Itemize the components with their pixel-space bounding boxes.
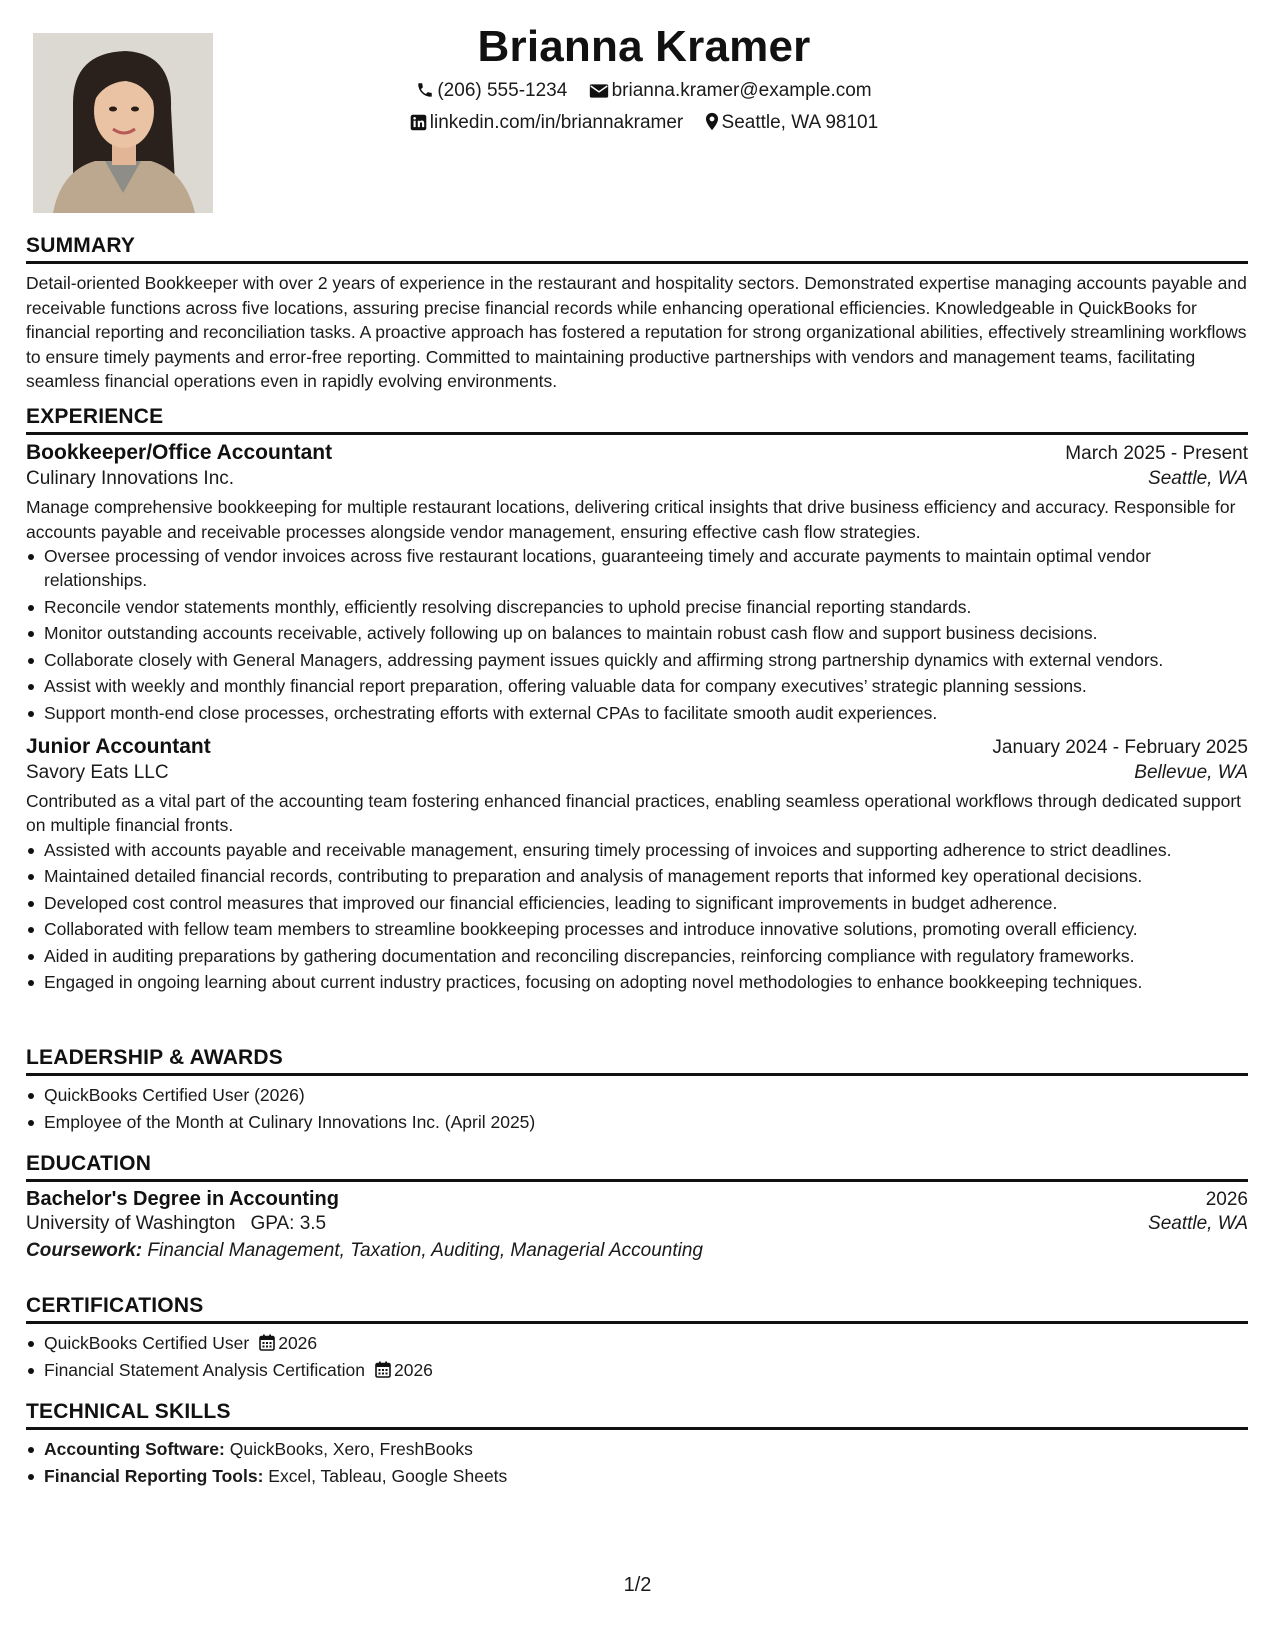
linkedin-contact [410, 112, 683, 134]
calendar-icon [375, 1361, 391, 1378]
school-location: Seattle, WA [1148, 1213, 1248, 1234]
graduation-year: 2026 [1205, 1189, 1248, 1210]
education-section [26, 1152, 1248, 1262]
phone-contact [416, 80, 567, 102]
calendar-icon [259, 1334, 275, 1351]
cert-year: 2026 [393, 1359, 433, 1380]
job-company-row [26, 762, 1248, 784]
contact-line-2 [213, 112, 1075, 134]
candidate-name: Brianna Kramer [477, 22, 811, 71]
awards-section [26, 1046, 1248, 1136]
summary-section [26, 234, 1248, 394]
certifications-section [26, 1294, 1248, 1384]
cert-name: Financial Statement Analysis Certification [44, 1359, 365, 1380]
list-item: Monitor outstanding accounts receivable, actively following up on balances to maintain robust cash flow and support business decisions. [26, 621, 1248, 645]
skills-list [26, 1437, 1248, 1488]
certifications-list [26, 1331, 1248, 1382]
job-description: Contributed as a vital part of the accounting team fostering enhanced financial practices, enabling seamless operational workflows through dedicated support on multiple financial fronts. [26, 790, 1242, 836]
job-company-row [26, 468, 1248, 490]
job-location: Bellevue, WA [1134, 761, 1248, 783]
skills-heading: TECHNICAL SKILLS [26, 1400, 1248, 1430]
list-item: Oversee processing of vendor invoices across five restaurant locations, guaranteeing timely and accurate payments to maintain optimal vendor relationships. [26, 544, 1248, 592]
school-info [26, 1213, 326, 1235]
degree-title: Bachelor's Degree in Accounting [26, 1188, 339, 1210]
list-item: Aided in auditing preparations by gathering documentation and reconciling discrepancies, reinforcing compliance with regulatory frameworks. [26, 944, 1248, 968]
list-item: Support month-end close processes, orchestrating efforts with external CPAs to facilitate smooth audit experiences. [26, 701, 1248, 725]
job-company: Culinary Innovations Inc. [26, 468, 235, 489]
job-dates: March 2025 - Present [1065, 443, 1248, 464]
skills-section [26, 1400, 1248, 1490]
map-pin-icon [705, 112, 719, 131]
awards-heading: LEADERSHIP & AWARDS [26, 1046, 1248, 1076]
email-contact [589, 80, 872, 102]
job-company: Savory Eats LLC [26, 761, 169, 783]
profile-photo [33, 33, 213, 213]
page-number: 1/2 [623, 1574, 652, 1596]
experience-heading: EXPERIENCE [26, 405, 1248, 435]
degree-row [26, 1188, 1248, 1211]
coursework-label: Coursework: [26, 1240, 143, 1261]
list-item: Employee of the Month at Culinary Innovations Inc. (April 2025) [26, 1110, 1248, 1134]
skill-label: Financial Reporting Tools: [44, 1465, 264, 1486]
coursework-text: Financial Management, Taxation, Auditing, Managerial Accounting [147, 1240, 703, 1261]
summary-text: Detail-oriented Bookkeeper with over 2 years of experience in the restaurant and hospitality sectors. Demonstrated expertise managing accounts payable and receivable functions across five locations, assuring precise financial records while enhancing operational efficiencies. Knowledgeable in QuickBooks for financial reporting and reconciliation tasks. A proactive approach has fostered a reputation for strong organizational abilities, effectively streamlining workflows to ensure timely payments and error-free reporting. Committed to maintaining productive partnerships with vendors and management teams, facilitating seamless financial operations even in rapidly evolving environments. [26, 273, 1247, 392]
skill-value: QuickBooks, Xero, FreshBooks [229, 1439, 473, 1459]
job-bullets [26, 544, 1248, 725]
awards-list [26, 1083, 1248, 1134]
phone-icon [416, 81, 434, 99]
phone-text[interactable]: (206) 555-1234 [437, 80, 568, 101]
job-title: Junior Accountant [26, 734, 211, 758]
list-item: Collaborated with fellow team members to streamline bookkeeping processes and introduce innovative solutions, promoting overall efficiency. [26, 917, 1248, 941]
list-item: QuickBooks Certified User (2026) [26, 1083, 1248, 1107]
email-text[interactable]: brianna.kramer@example.com [611, 80, 872, 101]
list-item: Assist with weekly and monthly financial report preparation, offering valuable data for company executives’ strategic planning sessions. [26, 674, 1248, 698]
job-title-row [26, 441, 1248, 465]
list-item [26, 1358, 1248, 1382]
job-title-row [26, 735, 1248, 759]
education-heading: EDUCATION [26, 1152, 1248, 1182]
experience-section [26, 405, 1248, 997]
contact-line-1 [213, 80, 1075, 102]
list-item [26, 1331, 1248, 1355]
gpa: GPA: 3.5 [250, 1213, 327, 1234]
list-item [26, 1437, 1248, 1461]
job-entry [26, 735, 1248, 995]
summary-heading: SUMMARY [26, 234, 1248, 264]
certifications-heading: CERTIFICATIONS [26, 1294, 1248, 1324]
linkedin-text[interactable]: linkedin.com/in/briannakramer [429, 112, 684, 133]
job-entry [26, 441, 1248, 725]
skill-value: Excel, Tableau, Google Sheets [268, 1465, 508, 1486]
school-row [26, 1213, 1248, 1235]
job-title: Bookkeeper/Office Accountant [26, 441, 333, 464]
location-text: Seattle, WA 98101 [721, 112, 879, 133]
linkedin-icon [410, 114, 427, 131]
job-location: Seattle, WA [1148, 468, 1248, 489]
location-contact [705, 112, 879, 134]
job-bullets [26, 838, 1248, 995]
skill-label: Accounting Software: [44, 1439, 225, 1459]
list-item [26, 1464, 1248, 1488]
list-item: Reconcile vendor statements monthly, efficiently resolving discrepancies to uphold precise financial reporting standards. [26, 595, 1248, 619]
coursework [26, 1240, 1248, 1262]
list-item: Assisted with accounts payable and receivable management, ensuring timely processing of invoices and supporting adherence to strict deadlines. [26, 838, 1248, 862]
list-item: Engaged in ongoing learning about current industry practices, focusing on adopting novel methodologies to enhance bookkeeping techniques. [26, 970, 1248, 994]
list-item: Maintained detailed financial records, contributing to preparation and analysis of management reports that informed key operational decisions. [26, 864, 1248, 888]
job-dates: January 2024 - February 2025 [992, 736, 1248, 758]
cert-name: QuickBooks Certified User [44, 1333, 250, 1353]
list-item: Developed cost control measures that improved our financial efficiencies, leading to significant improvements in budget adherence. [26, 891, 1248, 915]
list-item: Collaborate closely with General Managers, addressing payment issues quickly and affirming strong partnership dynamics with external vendors. [26, 648, 1248, 672]
envelope-icon [589, 83, 609, 99]
cert-year: 2026 [278, 1333, 318, 1353]
job-description: Manage comprehensive bookkeeping for multiple restaurant locations, delivering critical insights that drive business efficiency and accuracy. Responsible for accounts payable and receivable processes alongside vendor management, ensuring effective cash flow strategies. [26, 497, 1236, 542]
school-name: University of Washington [26, 1213, 236, 1234]
